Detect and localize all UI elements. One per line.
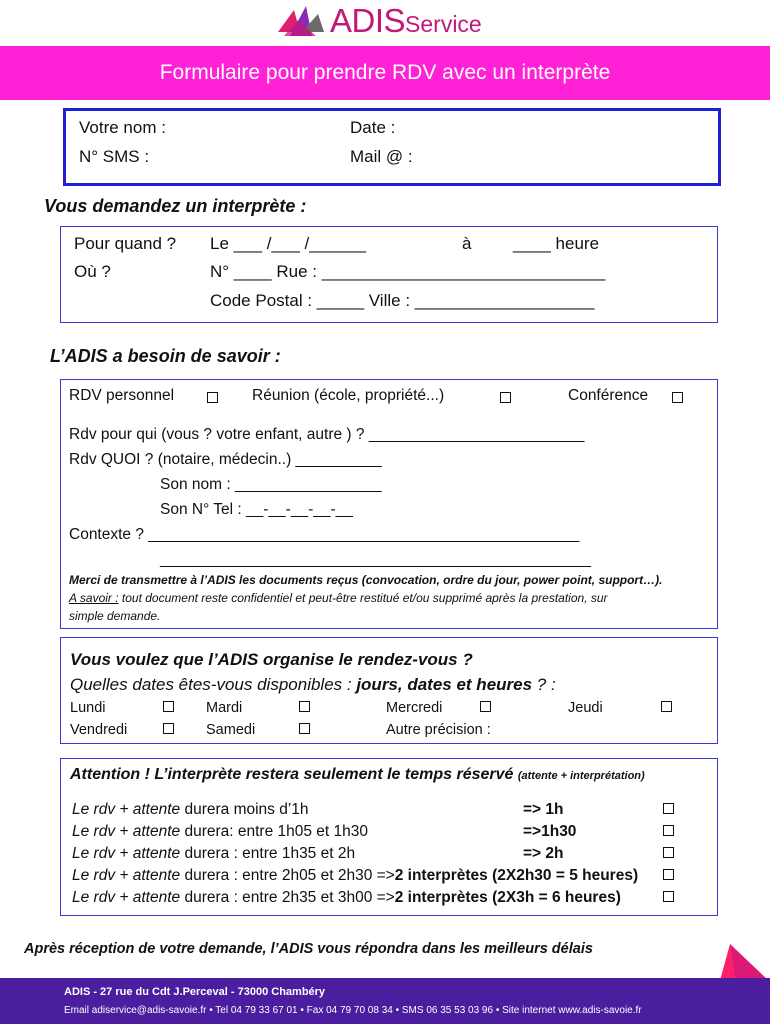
friday-checkbox[interactable] <box>163 723 174 734</box>
meeting-checkbox[interactable] <box>500 392 511 403</box>
duration-5h-checkbox[interactable] <box>663 869 674 880</box>
when-label: Pour quand ? <box>74 234 177 253</box>
when-date-field: Le ___ /___ /______ <box>210 234 366 253</box>
his-name-field: Son nom : _________________ <box>160 476 382 493</box>
wednesday-checkbox[interactable] <box>480 701 491 712</box>
duration-1h30-checkbox[interactable] <box>663 825 674 836</box>
day-wednesday: Mercredi <box>386 700 443 716</box>
duration-row: Le rdv + attente durera : entre 2h35 et 3h00 =>2 interprètes (2X3h = 6 heures) <box>72 889 621 906</box>
documents-note: Merci de transmettre à l’ADIS les documents reçus (convocation, ordre du jour, power point, support…). <box>69 573 663 587</box>
needs-section-title: L’ADIS a besoin de savoir : <box>50 346 281 366</box>
street-field: N° ____ Rue : ______________________________ <box>210 262 606 281</box>
closing-message: Après réception de votre demande, l’ADIS vous répondra dans les meilleurs délais <box>24 941 593 957</box>
confidential-note: A savoir : tout document reste confidentiel et peut-être restitué et/ou supprimé après la prestation, sur <box>69 591 608 605</box>
duration-row: Le rdv + attente durera: entre 1h05 et 1h30 <box>72 823 369 840</box>
logo-wordmark: ADISService <box>330 2 482 39</box>
option-conference: Conférence <box>568 387 649 404</box>
where-label: Où ? <box>74 262 111 281</box>
logo-mark-icon <box>272 2 330 40</box>
footer <box>0 978 770 1024</box>
day-friday: Vendredi <box>70 722 128 738</box>
day-tuesday: Mardi <box>206 700 243 716</box>
footer-address: ADIS - 27 rue du Cdt J.Perceval - 73000 Chambéry <box>64 986 326 998</box>
what-field: Rdv QUOI ? (notaire, médecin..) __________ <box>69 451 382 468</box>
date-label: Date : <box>350 118 396 137</box>
duration-result: => 1h <box>523 801 564 818</box>
adis-logo <box>272 2 512 40</box>
postal-city-field: Code Postal : _____ Ville : ___________________ <box>210 291 595 310</box>
request-section-title: Vous demandez un interprète : <box>44 196 307 216</box>
duration-row: Le rdv + attente durera moins d’1h <box>72 801 309 818</box>
attention-title: Attention ! L’interprète restera seulement le temps réservé (attente + interprétation) <box>70 766 645 783</box>
duration-result: =>1h30 <box>523 823 577 840</box>
option-meeting: Réunion (école, propriété...) <box>252 387 445 404</box>
sms-label: N° SMS : <box>79 147 150 166</box>
other-precision: Autre précision : <box>386 722 491 738</box>
context-field: Contexte ? __________________________________________________ <box>69 526 580 543</box>
duration-row: Le rdv + attente durera : entre 1h35 et 2h <box>72 845 356 862</box>
thursday-checkbox[interactable] <box>661 701 672 712</box>
footer-contact: Email adiservice@adis-savoie.fr • Tel 04 79 33 67 01 • Fax 04 79 70 08 34 • SMS 06 35 53 03 96 • Site internet www.adis-savoie.fr <box>64 1005 642 1016</box>
form-title: Formulaire pour prendre RDV avec un interprète <box>159 61 611 84</box>
duration-result: => 2h <box>523 845 564 862</box>
day-saturday: Samedi <box>206 722 256 738</box>
monday-checkbox[interactable] <box>163 701 174 712</box>
duration-row: Le rdv + attente durera : entre 2h05 et 2h30 =>2 interprètes (2X2h30 = 5 heures) <box>72 867 639 884</box>
tuesday-checkbox[interactable] <box>299 701 310 712</box>
confidential-note-end: simple demande. <box>69 609 161 623</box>
day-monday: Lundi <box>70 700 106 716</box>
for-whom-field: Rdv pour qui (vous ? votre enfant, autre ) ? _________________________ <box>69 426 585 443</box>
conference-checkbox[interactable] <box>672 392 683 403</box>
at-label: à <box>462 234 472 253</box>
duration-1h-checkbox[interactable] <box>663 803 674 814</box>
title-banner <box>0 46 770 100</box>
his-tel-field: Son N° Tel : __-__-__-__-__ <box>160 501 353 518</box>
hour-field: ____ heure <box>513 234 600 253</box>
duration-6h-checkbox[interactable] <box>663 891 674 902</box>
option-personal: RDV personnel <box>69 387 175 404</box>
day-thursday: Jeudi <box>568 700 603 716</box>
saturday-checkbox[interactable] <box>299 723 310 734</box>
context-field-line2: __________________________________________________ <box>160 551 592 568</box>
name-label: Votre nom : <box>79 118 166 137</box>
mail-label: Mail @ : <box>350 147 413 166</box>
availability-question: Quelles dates êtes-vous disponibles : jours, dates et heures ? : <box>70 675 556 694</box>
duration-2h-checkbox[interactable] <box>663 847 674 858</box>
personal-checkbox[interactable] <box>207 392 218 403</box>
organize-title: Vous voulez que l’ADIS organise le rendez-vous ? <box>70 650 473 669</box>
